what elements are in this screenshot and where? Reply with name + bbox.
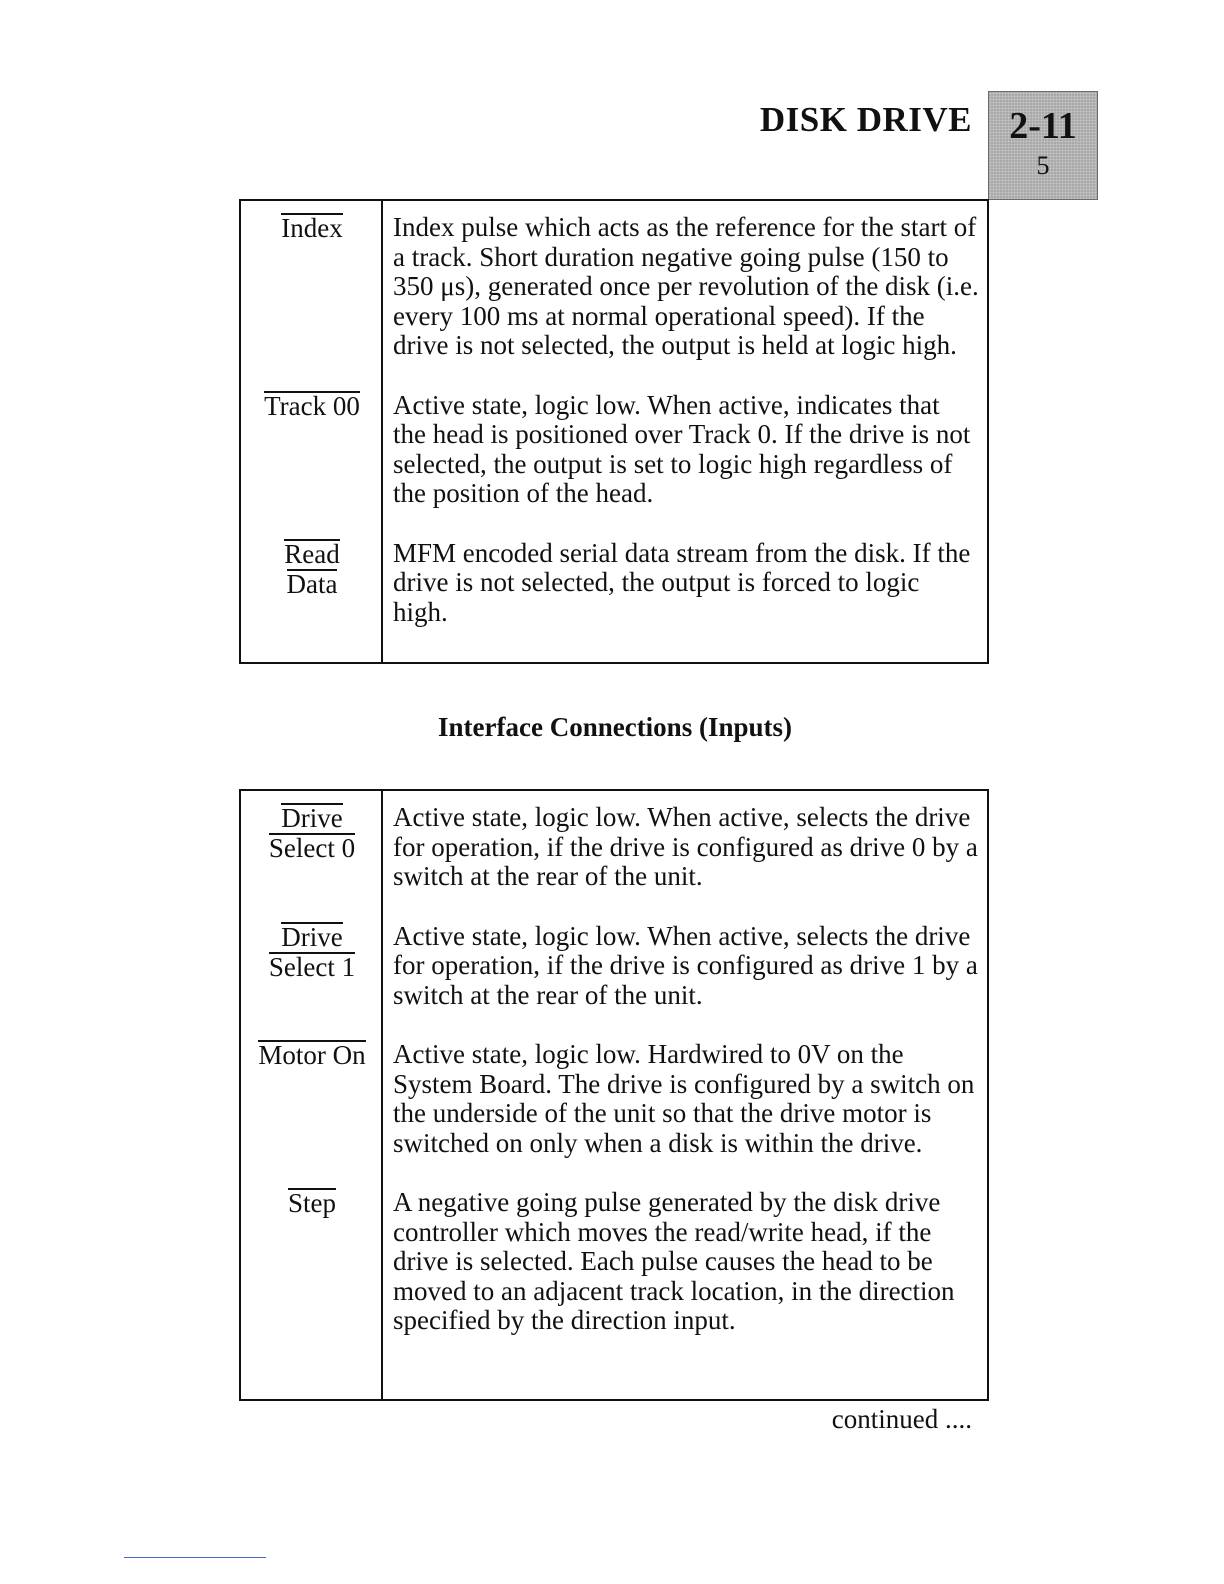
table-row bbox=[241, 391, 987, 509]
tab-chapter-number: 2-11 bbox=[1009, 105, 1077, 147]
signal-name: Track 00 bbox=[264, 390, 360, 421]
section-title: DISK DRIVE bbox=[759, 100, 972, 139]
output-signals-table bbox=[239, 199, 989, 664]
signal-name: Drive Select 1 bbox=[268, 921, 356, 982]
signal-name: Motor On bbox=[258, 1040, 366, 1070]
signal-description: Active state, logic low. Hardwired to 0V on the System Board. The drive is configured by a switch on the underside of the unit so that the drive motor is switched on only when a disk is within the drive. bbox=[393, 1039, 975, 1158]
table-row bbox=[241, 213, 987, 361]
table-row bbox=[241, 1040, 987, 1158]
signal-description: Active state, logic low. When active, indicates that the head is positioned over Track 0. If the drive is not selected, the output is set to logic high regardless of the position of the head. bbox=[393, 389, 971, 508]
signal-description: Active state, logic low. When active, selects the drive for operation, if the drive is configured as drive 0 by a switch at the rear of the unit. bbox=[393, 802, 978, 891]
signal-name: Index bbox=[281, 213, 343, 243]
table-row bbox=[241, 922, 987, 1011]
signal-description: A negative going pulse generated by the disk drive controller which moves the read/write head, if the drive is selected. Each pulse causes the head to be moved to an adjacent track location, in the direction specified by the direction input. bbox=[393, 1187, 955, 1335]
signal-description: Active state, logic low. When active, selects the drive for operation, if the drive is configured as drive 1 by a switch at the rear of the unit. bbox=[393, 920, 978, 1010]
signal-name: Drive Select 0 bbox=[268, 803, 356, 863]
signal-name: Read Data bbox=[284, 538, 340, 599]
page-tab bbox=[988, 91, 1098, 200]
signal-description: MFM encoded serial data stream from the disk. If the drive is not selected, the output is forced to logic high. bbox=[393, 537, 971, 627]
table-row bbox=[241, 803, 987, 892]
tab-page-number: 5 bbox=[1036, 151, 1050, 180]
footer-rule bbox=[124, 1557, 266, 1558]
signal-description: Index pulse which acts as the reference for the start of a track. Short duration negative going pulse (150 to 350 μs), generated once per revolution of the disk (i.e. every 100 ms at normal operational speed). If the drive is not selected, the output is held at logic high. bbox=[393, 212, 979, 360]
continued-note: continued .... bbox=[831, 1404, 972, 1434]
inputs-heading: Interface Connections (Inputs) bbox=[438, 712, 792, 742]
signal-name: Step bbox=[287, 1188, 336, 1218]
table-row bbox=[241, 1188, 987, 1336]
table-row bbox=[241, 539, 987, 628]
input-signals-table bbox=[239, 789, 989, 1401]
